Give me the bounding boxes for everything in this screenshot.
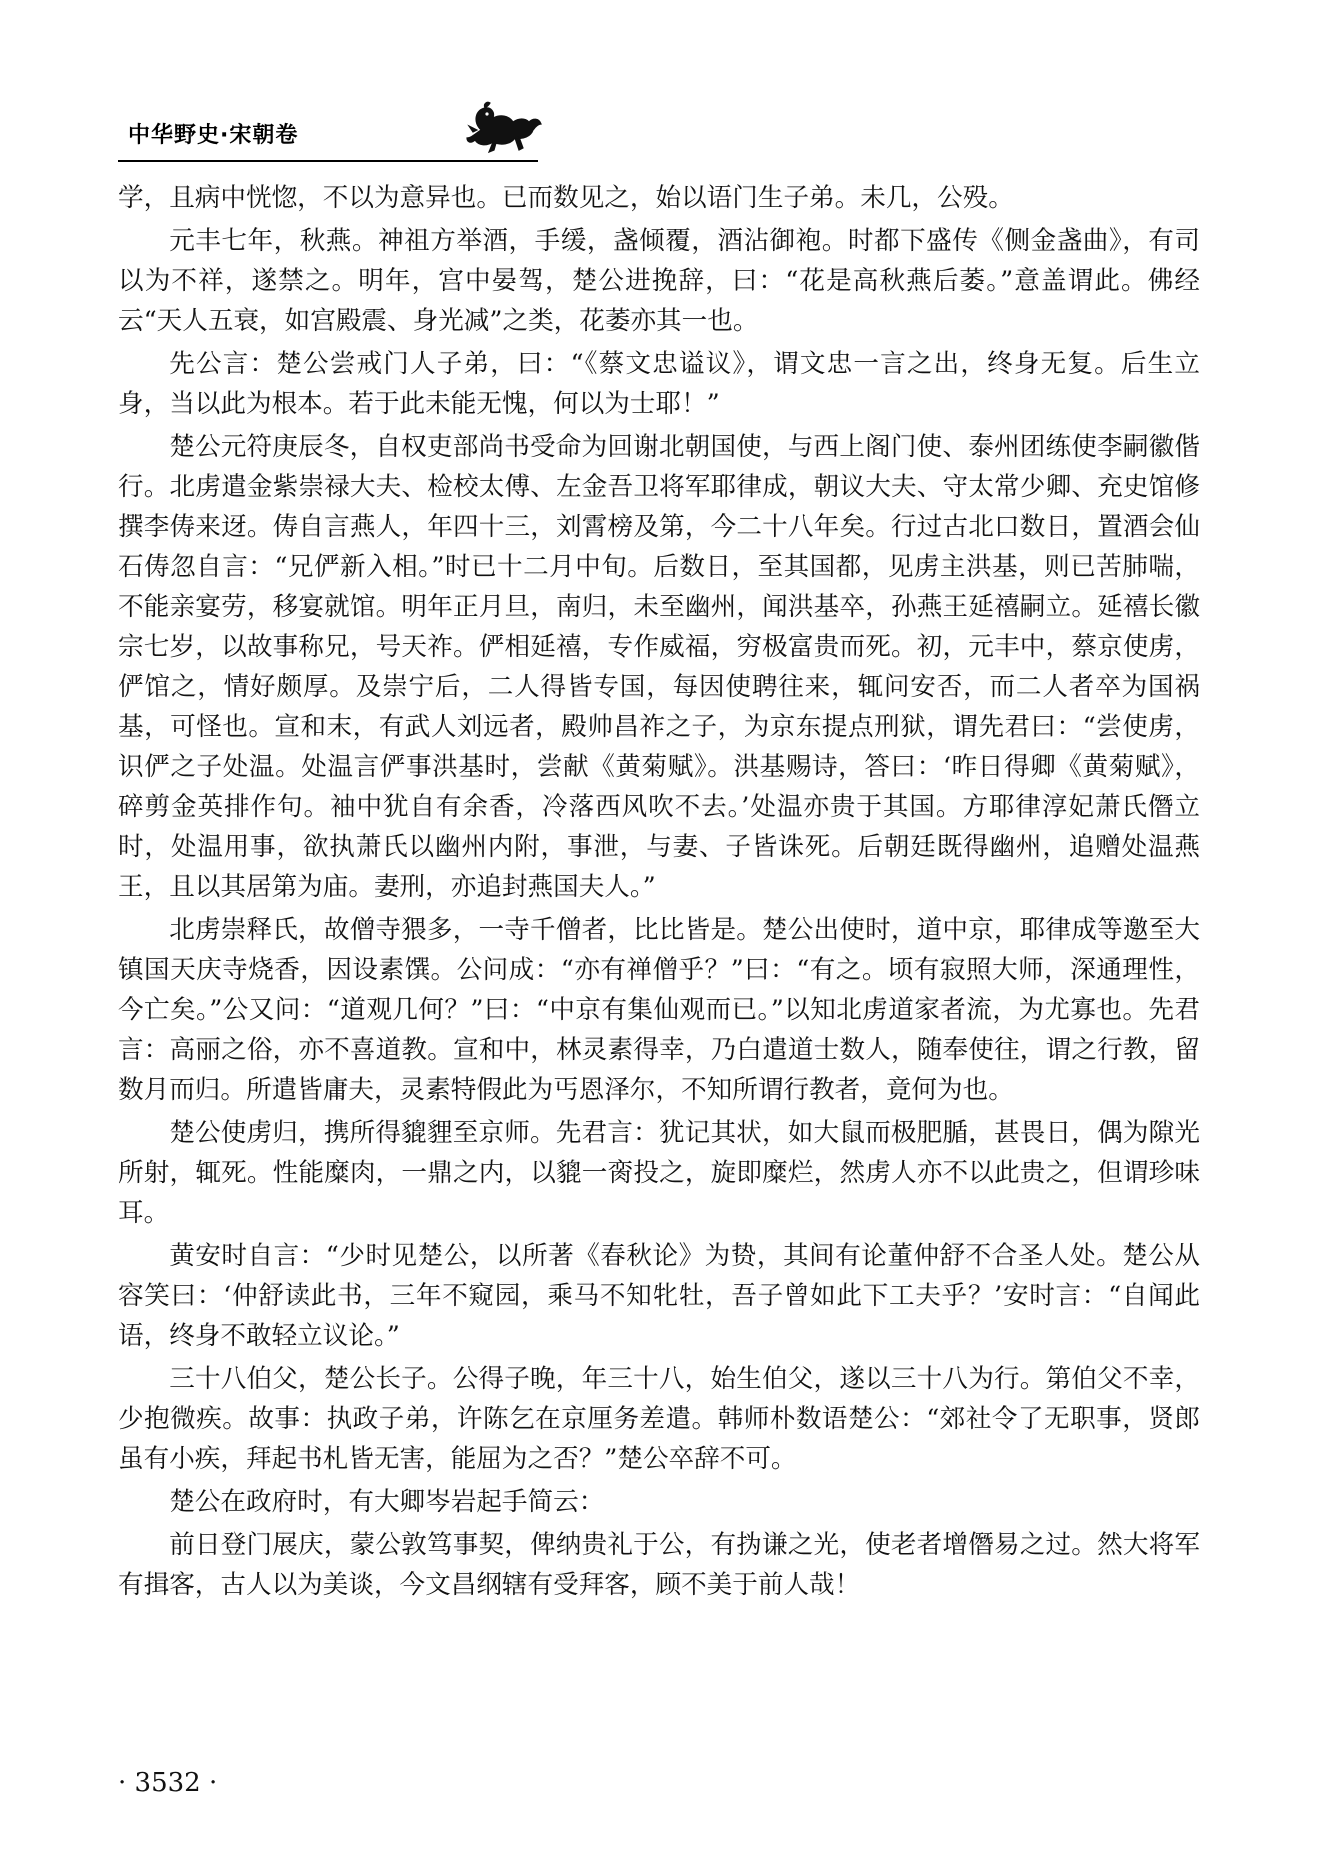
page-number: · 3532 · bbox=[118, 1768, 218, 1798]
header-rule bbox=[118, 160, 538, 162]
paragraph: 楚公在政府时，有大卿岑岩起手简云： bbox=[169, 1487, 605, 1517]
dragon-emblem-icon bbox=[463, 100, 545, 156]
paragraph: 楚公使虏归，携所得貔貍至京师。先君言：犹记其状，如大鼠而极肥腯，甚畏日，偶为隙光所射，辄死。性能糜肉，一鼎之内，以貔一脔投之，旋即糜烂，然虏人亦不以此贵之，但谓珍味耳。 bbox=[118, 1118, 1200, 1228]
paragraph: 北虏崇释氏，故僧寺猥多，一寺千僧者，比比皆是。楚公出使时，道中京，耶律成等邀至大镇国天庆寺烧香，因设素馔。公问成：“亦有禅僧乎？”曰：“有之。顷有寂照大师，深通理性，今亡矣。”公又问：“道观几何？”曰：“中京有集仙观而已。”以知北虏道家者流，为尤寡也。先君言：高丽之俗，亦不喜道教。宣和中，林灵素得幸，乃白遣道士数人，随奉使往，谓之行教，留数月而归。所遣皆庸夫，灵素特假此为丐恩泽尔，不知所谓行教者，竟何为也。 bbox=[118, 915, 1200, 1105]
paragraph: 元丰七年，秋燕。神祖方举酒，手缓，盏倾覆，酒沾御袍。时都下盛传《侧金盏曲》，有司以为不祥，遂禁之。明年，宫中晏驾，楚公进挽辞，曰：“花是高秋燕后萎。”意盖谓此。佛经云“天人五衰，如宫殿震、身光减”之类，花萎亦其一也。 bbox=[118, 226, 1200, 336]
paragraph: 前日登门展庆，蒙公敦笃事契，俾纳贵礼于公，有㧑谦之光，使老者增僭易之过。然大将军有揖客，古人以为美谈，今文昌纲辖有受拜客，顾不美于前人哉！ bbox=[118, 1530, 1200, 1600]
paragraph: 三十八伯父，楚公长子。公得子晚，年三十八，始生伯父，遂以三十八为行。第伯父不幸，少抱微疾。故事：执政子弟，许陈乞在京厘务差遣。韩师朴数语楚公：“郊社令了无职事，贤郎虽有小疾，拜起书札皆无害，能屈为之否？”楚公卒辞不可。 bbox=[118, 1364, 1200, 1474]
paragraph: 先公言：楚公尝戒门人子弟，曰：“《蔡文忠谥议》，谓文忠一言之出，终身无复。后生立身，当以此为根本。若于此未能无愧，何以为士耶！” bbox=[118, 349, 1200, 419]
running-header bbox=[118, 100, 538, 160]
paragraph: 楚公元符庚辰冬，自权吏部尚书受命为回谢北朝国使，与西上阁门使、泰州团练使李嗣徽偕行。北虏遣金紫崇禄大夫、检校太傅、左金吾卫将军耶律成，朝议大夫、守太常少卿、充史馆修撰李俦来迓。俦自言燕人，年四十三，刘霄榜及第，今二十八年矣。行过古北口数日，置酒会仙石俦忽自言：“兄俨新入相。”时已十二月中旬。后数日，至其国都，见虏主洪基，则已苦肺喘，不能亲宴劳，移宴就馆。明年正月旦，南归，未至幽州，闻洪基卒，孙燕王延禧嗣立。延禧长徽宗七岁，以故事称兄，号天祚。俨相延禧，专作威福，穷极富贵而死。初，元丰中，蔡京使虏，俨馆之，情好颇厚。及崇宁后，二人得皆专国，每因使聘往来，辄问安否，而二人者卒为国祸基，可怪也。宣和末，有武人刘远者，殿帅昌祚之子，为京东提点刑狱，谓先君曰：“尝使虏，识俨之子处温。处温言俨事洪基时，尝献《黄菊赋》。洪基赐诗，答曰：‘昨日得卿《黄菊赋》，碎剪金英排作句。袖中犹自有余香，冷落西风吹不去。’处温亦贵于其国。方耶律淳妃萧氏僭立时，处温用事，欲执萧氏以幽州内附，事泄，与妻、子皆诛死。后朝廷既得幽州，追赠处温燕王，且以其居第为庙。妻刑，亦追封燕国夫人。” bbox=[118, 432, 1200, 902]
book-title: 中华野史·宋朝卷 bbox=[128, 123, 299, 148]
page-body bbox=[118, 178, 1200, 1605]
paragraph: 黄安时自言：“少时见楚公，以所著《春秋论》为贽，其间有论董仲舒不合圣人处。楚公从容笑曰：‘仲舒读此书，三年不窥园，乘马不知牝牡，吾子曾如此下工夫乎？’安时言：“自闻此语，终身不敢轻立议论。” bbox=[118, 1241, 1200, 1351]
paragraph: 学，且病中恍惚，不以为意异也。已而数见之，始以语门生子弟。未几，公殁。 bbox=[118, 183, 1014, 213]
